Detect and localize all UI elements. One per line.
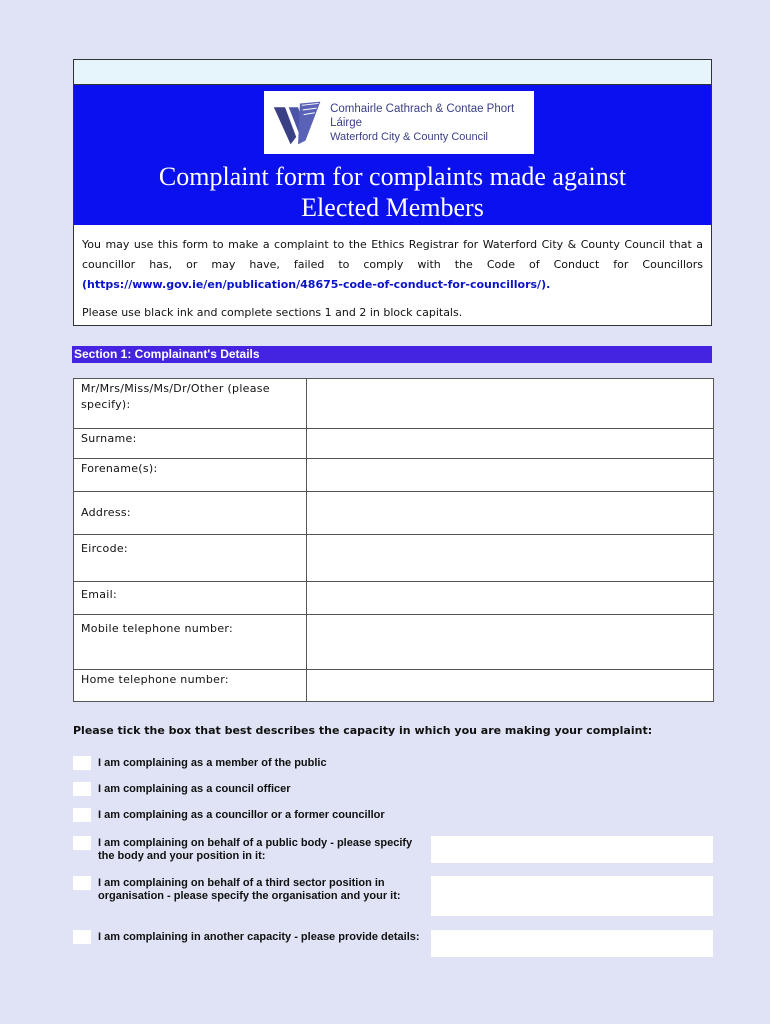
- field-label-surname: Surname:: [74, 429, 307, 459]
- capacity-checkbox-public[interactable]: [73, 756, 91, 770]
- field-input-home-phone[interactable]: [307, 670, 714, 702]
- intro-paragraph: You may use this form to make a complaint to the Ethics Registrar for Waterford City & County Council that a councillor has, or may have, failed to comply with the Code of Conduct for Councillors (https://www.gov.ie/en/publication/48675-code-of-conduct-for-councillors/).: [82, 238, 703, 291]
- capacity-label-councillor: I am complaining as a councillor or a former councillor: [98, 809, 385, 821]
- capacity-label-third-sector: I am complaining on behalf of a third sector position in organisation - please specify the organisation and your it:: [98, 877, 401, 902]
- capacity-checkbox-councillor[interactable]: [73, 808, 91, 822]
- intro-text: [74, 225, 711, 323]
- table-row: [74, 670, 714, 702]
- field-input-eircode[interactable]: [307, 535, 714, 582]
- field-label-email: Email:: [74, 582, 307, 615]
- council-logo: [264, 91, 534, 154]
- field-input-email[interactable]: [307, 582, 714, 615]
- field-label-title: Mr/Mrs/Miss/Ms/Dr/Other (please specify):: [74, 379, 307, 429]
- table-row: [74, 492, 714, 535]
- field-label-mobile: Mobile telephone number:: [74, 615, 307, 670]
- field-input-mobile[interactable]: [307, 615, 714, 670]
- capacity-checkbox-third-sector[interactable]: [73, 876, 91, 890]
- capacity-label-officer: I am complaining as a council officer: [98, 783, 291, 795]
- table-row: [74, 379, 714, 429]
- capacity-prompt: Please tick the box that best describes the capacity in which you are making your complaint:: [73, 724, 653, 737]
- instructions-paragraph: Please use black ink and complete sections 1 and 2 in block capitals.: [82, 306, 463, 319]
- section-1-heading: Section 1: Complainant's Details: [72, 346, 712, 363]
- header-frame: [73, 59, 712, 326]
- table-row: [74, 459, 714, 492]
- capacity-label-public-body: I am complaining on behalf of a public body - please specify the body and your position in it:: [98, 837, 413, 862]
- complainant-details-table: [73, 378, 714, 702]
- logo-irish-name: Comhairle Cathrach & Contae Phort Láirge: [330, 102, 515, 129]
- field-label-eircode: Eircode:: [74, 535, 307, 582]
- table-row: [74, 429, 714, 459]
- field-label-forenames: Forename(s):: [74, 459, 307, 492]
- form-title: Complaint form for complaints made against Elected Members: [158, 162, 627, 222]
- field-label-home-phone: Home telephone number:: [74, 670, 307, 702]
- field-input-surname[interactable]: [307, 429, 714, 459]
- capacity-checkbox-other[interactable]: [73, 930, 91, 944]
- table-row: [74, 615, 714, 670]
- field-input-forenames[interactable]: [307, 459, 714, 492]
- public-body-details-field[interactable]: [431, 836, 713, 863]
- field-input-title[interactable]: [307, 379, 714, 429]
- council-crest-icon: [272, 98, 324, 148]
- table-row: [74, 535, 714, 582]
- third-sector-details-field[interactable]: [431, 876, 713, 916]
- field-label-address: Address:: [74, 492, 307, 535]
- top-strip: [74, 60, 711, 85]
- capacity-label-other: I am complaining in another capacity - please provide details:: [98, 931, 420, 943]
- table-row: [74, 582, 714, 615]
- code-of-conduct-link[interactable]: (https://www.gov.ie/en/publication/48675-code-of-conduct-for-councillors/).: [82, 278, 551, 291]
- capacity-label-public: I am complaining as a member of the public: [98, 757, 327, 769]
- capacity-checkbox-public-body[interactable]: [73, 836, 91, 850]
- other-capacity-details-field[interactable]: [431, 930, 713, 957]
- logo-english-name: Waterford City & County Council: [330, 130, 489, 143]
- title-band: [74, 85, 711, 225]
- capacity-checkbox-officer[interactable]: [73, 782, 91, 796]
- field-input-address[interactable]: [307, 492, 714, 535]
